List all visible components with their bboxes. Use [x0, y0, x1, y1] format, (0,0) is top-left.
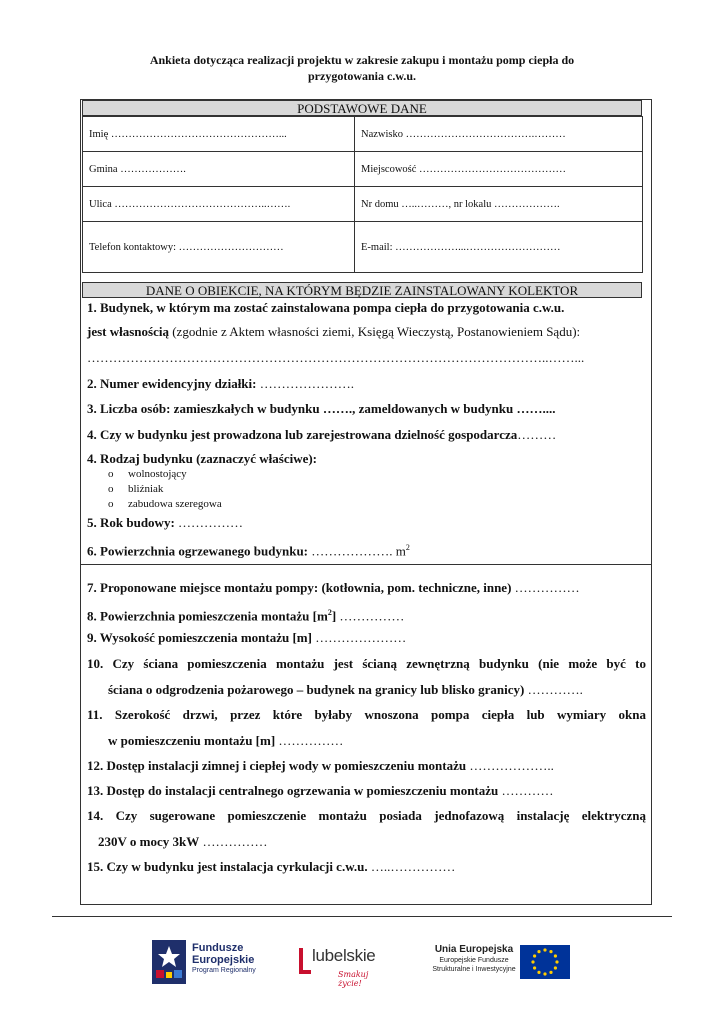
question-14-line-2: 230V o mocy 3kW …………… [98, 834, 268, 849]
eu-flag-icon [520, 945, 570, 979]
ue-line-3: Strukturalne i Inwestycyjne [432, 966, 516, 973]
lubelskie-mark-icon [298, 946, 312, 976]
first-name-field[interactable]: Imię …………………………………………... [83, 117, 355, 152]
question-10-line-2: ściana o odgrodzenia pożarowego – budynek na granicy lub blisko granicy) …………. [108, 682, 583, 697]
question-12: 12. Dostęp instalacji zimnej i ciepłej wody w pomieszczeniu montażu ……………….. [87, 758, 554, 773]
question-9-answer[interactable]: ………………… [311, 630, 407, 645]
question-5: 5. Rok budowy: …………… [87, 515, 244, 530]
email-field[interactable]: E-mail: ………………...……………………… [355, 222, 643, 273]
question-6-answer[interactable]: ………………. m [308, 543, 406, 559]
question-1-line-2: jest własnością (zgodnie z Aktem własności ziemi, Księgą Wieczystą, Postanowieniem Sądu): [87, 324, 581, 339]
title-line-2: przygotowania c.w.u. [308, 69, 416, 83]
document-title [90, 52, 634, 84]
fe-star-icon [152, 940, 186, 984]
section-header-object-data: DANE O OBIEKCIE, NA KTÓRYM BĘDZIE ZAINSTALOWANY KOLEKTOR [82, 282, 642, 298]
phone-field[interactable]: Telefon kontaktowy: ………………………… [83, 222, 355, 273]
basic-data-grid [82, 116, 643, 273]
option-semi-detached[interactable]: o bliźniak [108, 483, 164, 495]
question-14-line-1: 14. Czy sugerowane pomieszczenie montażu posiada jednofazową instalację elektryczną [87, 808, 646, 823]
question-11-answer[interactable]: …………… [275, 733, 344, 748]
ue-line-2: Europejskie Fundusze [439, 957, 509, 964]
title-line-1: Ankieta dotycząca realizacji projektu w zakresie zakupu i montażu pomp ciepła do [149, 53, 575, 67]
question-11-line-1: 11. Szerokość drzwi, przez które byłaby wnoszona pompa ciepła lub wymiary okna [87, 707, 646, 722]
option-detached[interactable]: o wolnostojący [108, 468, 187, 480]
question-10-answer[interactable]: …………. [524, 682, 583, 697]
lubelskie-name: lubelskie [312, 946, 376, 965]
question-4-business: 4. Czy w budynku jest prowadzona lub zarejestrowana dzielność gospodarcza……… [87, 427, 557, 442]
option-marker: o [108, 498, 114, 510]
question-12-answer[interactable]: ……………….. [466, 758, 554, 773]
question-13-answer[interactable]: ………… [498, 783, 554, 798]
question-8-answer[interactable]: …………… [336, 608, 405, 624]
question-5-answer[interactable]: …………… [174, 515, 244, 530]
town-field[interactable]: Miejscowość …………………………………… [355, 152, 643, 187]
question-2: 2. Numer ewidencyjny działki: …………………. [87, 376, 354, 391]
ue-line-1: Unia Europejska [434, 944, 514, 955]
fe-line-2: Europejskie [192, 954, 255, 966]
section-header-basic-data: PODSTAWOWE DANE [82, 100, 642, 116]
unia-europejska-logo [420, 940, 572, 984]
question-15-answer[interactable]: …..…………… [367, 859, 456, 874]
option-marker: o [108, 468, 114, 480]
commune-field[interactable]: Gmina ………………. [83, 152, 355, 187]
house-number-field[interactable]: Nr domu …..………, nr lokalu ………………. [355, 187, 643, 222]
question-4-answer[interactable]: ……… [517, 427, 557, 442]
fe-line-1: Fundusze [192, 942, 244, 954]
question-8: 8. Powierzchnia pomieszczenia montażu $[m^2]$ …………… [87, 608, 405, 624]
question-13: 13. Dostęp do instalacji centralnego ogrzewania w pomieszczeniu montażu ………… [87, 783, 554, 798]
question-4-building-type: 4. Rodzaj budynku (zaznaczyć właściwe): [87, 451, 318, 466]
last-name-field[interactable]: Nazwisko ……………………………….……… [355, 117, 643, 152]
lubelskie-logo [298, 940, 388, 988]
question-14-answer[interactable]: …………… [199, 834, 268, 849]
lubelskie-tagline: Smakuj życie! [338, 970, 369, 988]
question-6: 6. Powierzchnia ogrzewanego budynku: ………………. $m^2$ [87, 543, 410, 559]
question-2-answer[interactable]: …………………. [256, 376, 354, 391]
question-3: 3. Liczba osób: zamieszkałych w budynku ……., zameldowanych w budynku …….... [87, 401, 556, 416]
question-11-line-2: w pomieszczeniu montażu [m] …………… [108, 733, 344, 748]
footer-divider [52, 916, 672, 917]
option-terraced[interactable]: o zabudowa szeregowa [108, 498, 222, 510]
street-field[interactable]: Ulica ……………………………………..……. [83, 187, 355, 222]
fe-line-3: Program Regionalny [192, 967, 256, 974]
question-7-answer[interactable]: …………… [511, 580, 580, 595]
option-marker: o [108, 483, 114, 495]
question-1-answer-dots[interactable]: ……………………………………………………………………………………………..……... [87, 350, 585, 365]
question-9: 9. Wysokość pomieszczenia montażu [m] ………………… [87, 630, 407, 645]
question-15: 15. Czy w budynku jest instalacja cyrkulacji c.w.u. …..…………… [87, 859, 456, 874]
question-7: 7. Proponowane miejsce montażu pompy: (kotłownia, pom. techniczne, inne) …………… [87, 580, 580, 595]
section-divider [80, 564, 652, 565]
question-1-line-1: 1. Budynek, w którym ma zostać zainstalowana pompa ciepła do przygotowania c.w.u. [87, 300, 565, 315]
fundusze-europejskie-logo [152, 940, 272, 984]
question-10-line-1: 10. Czy ściana pomieszczenia montażu jest ścianą zewnętrzną budynku (nie może być to [87, 656, 646, 671]
